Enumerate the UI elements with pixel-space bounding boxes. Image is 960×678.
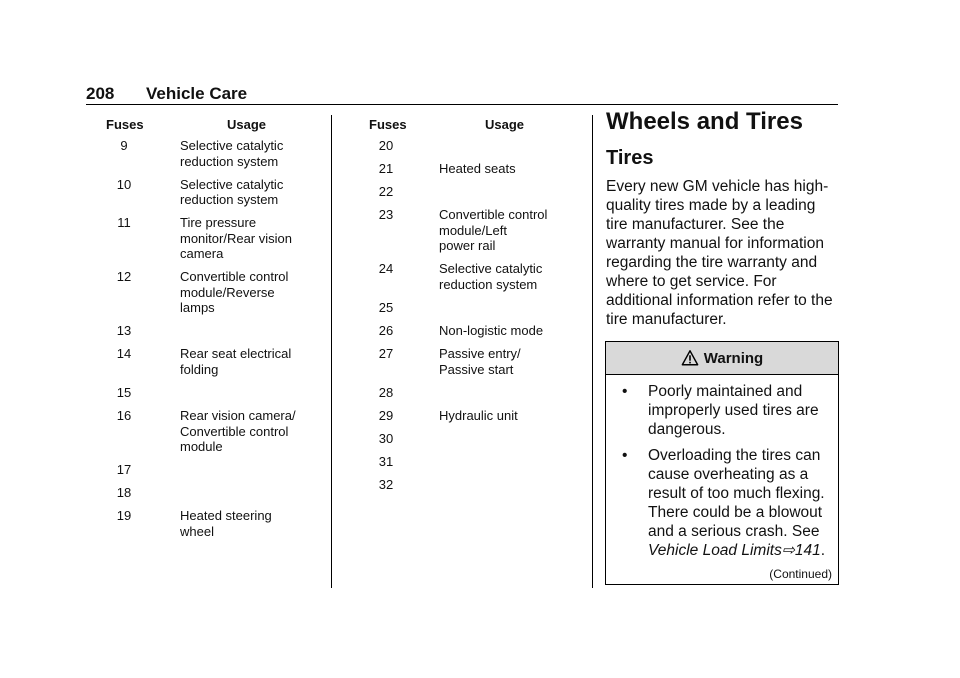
fuse-row	[104, 346, 324, 377]
continued-note: (Continued)	[769, 567, 832, 581]
fuse-usage	[180, 485, 324, 501]
fuse-number: 24	[378, 261, 394, 277]
fuse-number: 21	[378, 161, 394, 177]
fuse-usage: Convertible control module/Reverse lamps	[180, 269, 289, 316]
warning-header	[606, 342, 838, 375]
fuse-usage: Heated seats	[439, 161, 516, 177]
fuse-number: 31	[378, 454, 394, 470]
warning-item-text: Poorly maintained and improperly used tires are dangerous.	[648, 383, 819, 438]
fuse-row	[104, 215, 324, 262]
fuse-row	[366, 261, 586, 292]
fuse-number: 30	[378, 430, 394, 446]
fuse-number: 20	[378, 138, 394, 153]
warning-item	[618, 382, 833, 439]
fuse-row	[366, 184, 586, 200]
col2-usage-header: Usage	[485, 117, 525, 132]
fuse-row	[366, 454, 586, 470]
fuse-usage	[439, 385, 586, 401]
fuse-row	[104, 385, 324, 401]
fuse-number: 12	[116, 269, 132, 285]
fuse-usage: Rear vision camera/ Convertible control module	[180, 408, 296, 455]
fuse-row	[366, 385, 586, 401]
fuse-number: 32	[378, 477, 394, 493]
fuse-number: 29	[378, 407, 394, 423]
fuse-usage: Tire pressure monitor/Rear vision camera	[180, 215, 292, 262]
fuse-number: 9	[120, 138, 128, 153]
warning-list	[618, 382, 833, 567]
fuse-number: 17	[116, 462, 132, 478]
tires-heading: Tires	[606, 147, 654, 169]
fuse-row	[366, 346, 586, 377]
fuse-number: 16	[116, 408, 132, 424]
fuse-number: 28	[378, 384, 394, 400]
fuse-usage: Rear seat electrical folding	[180, 346, 292, 377]
fuse-usage: Selective catalytic reduction system	[439, 261, 543, 292]
fuse-usage: Convertible control module/Left power rail	[439, 207, 548, 254]
fuse-usage	[439, 300, 586, 316]
fuse-number: 11	[117, 215, 131, 231]
fuse-usage: Passive entry/ Passive start	[439, 346, 521, 377]
fuse-row	[104, 462, 324, 478]
fuse-usage	[439, 454, 586, 470]
fuse-usage: Heated steering wheel	[180, 508, 272, 539]
fuse-number: 27	[378, 346, 394, 362]
fuse-usage	[439, 477, 586, 493]
fuse-row	[104, 323, 324, 339]
fuse-number: 14	[116, 346, 132, 362]
fuse-table-right	[366, 138, 586, 500]
fuse-usage	[439, 184, 586, 200]
fuse-number: 18	[116, 485, 132, 501]
fuse-number: 26	[378, 323, 394, 339]
fuse-row	[366, 431, 586, 447]
warning-item	[618, 446, 833, 560]
col2-fuses-header: Fuses	[369, 117, 407, 132]
column-divider	[331, 115, 332, 588]
fuse-usage	[180, 462, 324, 478]
page-arrow-icon: ⇨	[781, 542, 795, 559]
fuse-usage: Hydraulic unit	[439, 407, 518, 423]
fuse-usage	[439, 138, 586, 154]
fuse-row	[104, 485, 324, 501]
fuse-number: 25	[378, 299, 394, 315]
fuse-row	[366, 408, 586, 424]
fuse-row	[104, 177, 324, 208]
reference-page-number[interactable]: 141	[794, 542, 821, 559]
fuse-table-left	[104, 138, 324, 547]
fuse-row	[366, 161, 586, 177]
fuse-row	[104, 269, 324, 316]
warning-box	[605, 341, 839, 585]
wheels-heading: Wheels and Tires	[606, 108, 803, 135]
warning-label: Warning	[703, 349, 764, 367]
fuse-row	[366, 138, 586, 154]
fuse-row	[366, 207, 586, 254]
fuse-row	[366, 300, 586, 316]
fuse-usage	[180, 323, 324, 339]
fuse-usage	[180, 385, 324, 401]
page-number: 208	[86, 84, 115, 103]
fuse-row	[366, 323, 586, 339]
fuse-number: 13	[116, 323, 132, 339]
page-header	[86, 84, 838, 105]
sentence-end: .	[820, 542, 826, 559]
fuse-number: 10	[116, 176, 132, 192]
fuse-row	[366, 477, 586, 493]
cross-reference-link[interactable]: Vehicle Load Limits	[648, 542, 782, 559]
bullet: •	[622, 383, 628, 400]
fuse-row	[104, 408, 324, 455]
tires-body-text: Every new GM vehicle has high-quality tires made by a leading tire manufacturer. See the warranty manual for information regarding the tire warranty and where to get service. For additional information refer to the tire manufacturer.	[606, 178, 833, 328]
fuse-row	[104, 508, 324, 539]
warning-triangle-icon	[681, 349, 699, 367]
fuse-usage: Selective catalytic reduction system	[180, 176, 284, 208]
fuse-number: 15	[116, 385, 132, 401]
warning-item-text: Overloading the tires can cause overheating as a result of too much flexing. There could be a blowout and a serious crash. See	[648, 447, 825, 540]
fuse-number: 23	[378, 207, 394, 223]
column-divider	[592, 115, 593, 588]
fuse-number: 22	[378, 184, 394, 200]
fuse-usage	[439, 431, 586, 447]
fuse-number: 19	[116, 508, 132, 524]
section-title: Vehicle Care	[146, 84, 248, 103]
fuse-row	[104, 138, 324, 169]
col1-fuses-header: Fuses	[106, 117, 144, 132]
bullet: •	[622, 447, 628, 464]
fuse-usage: Selective catalytic reduction system	[180, 138, 284, 169]
fuse-usage: Non-logistic mode	[439, 323, 544, 339]
col1-usage-header: Usage	[227, 117, 267, 132]
